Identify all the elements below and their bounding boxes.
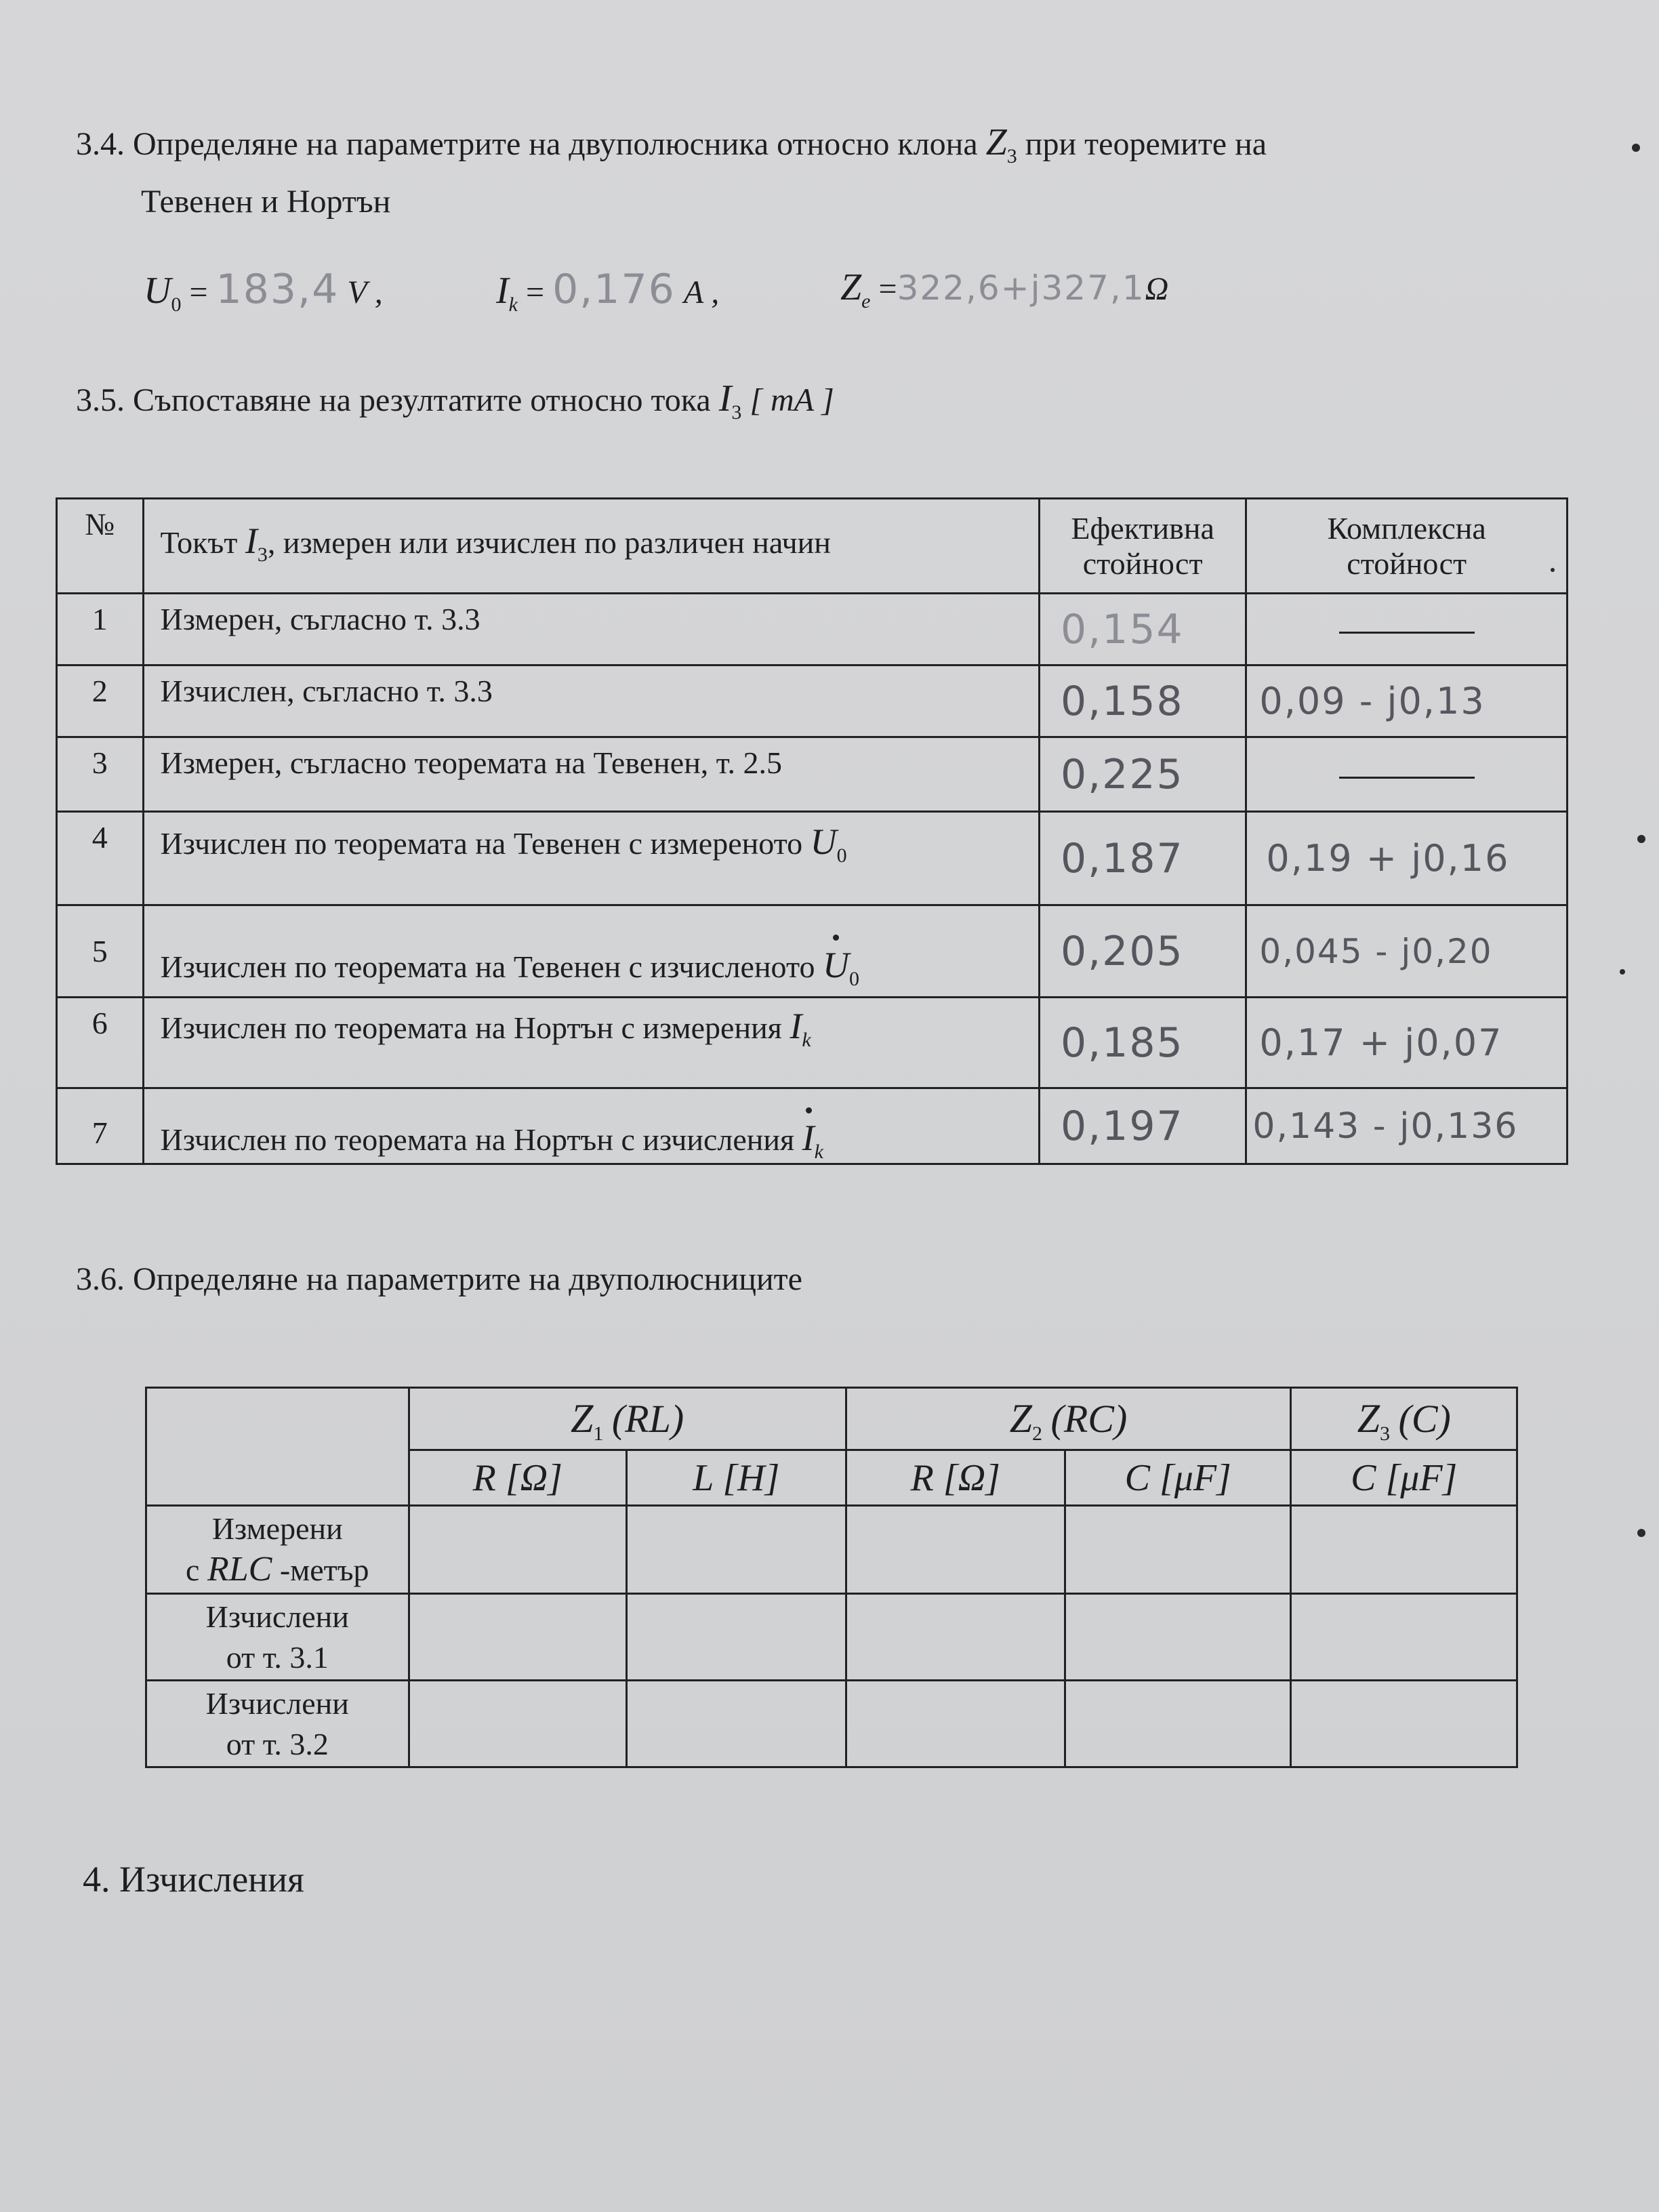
- z3-symbol: $Z_3$: [985, 121, 1017, 167]
- table-row: 5 Изчислен по теоремата на Тевенен с изчисленото $U_0$ 0,205 0,045 - j0,20: [57, 905, 1568, 998]
- effective-value: 0,205: [1060, 927, 1184, 975]
- table-row: 7 Изчислен по теоремата на Нортън с изчисления $I_k$ 0,197 0,143 - j0,136: [57, 1088, 1568, 1164]
- section-3-4-title-line2: Тевенен и Нортън: [141, 184, 391, 220]
- effective-value: 0,187: [1060, 834, 1184, 882]
- complex-value: 0,17 + j0,07: [1259, 1021, 1503, 1064]
- effective-value: 0,185: [1060, 1019, 1184, 1067]
- section-3-4-title: 3.4. Определяне на параметрите на двуполюсника относно клона $Z_3$ при теоремите на: [76, 121, 1267, 167]
- ze-value: 322,6+j327,1: [897, 268, 1145, 308]
- ze-field: $Z_e =322,6+j327,1\Omega$: [840, 266, 1169, 312]
- table-row: [146, 1506, 1517, 1594]
- row-label: Изчислени от т. 3.1: [146, 1594, 409, 1681]
- paper-speck: [1632, 144, 1640, 152]
- complex-value: 0,09 - j0,13: [1259, 680, 1486, 722]
- complex-value: 0,045 - j0,20: [1259, 931, 1493, 971]
- group-z3: $Z_3$ (C): [1291, 1388, 1517, 1450]
- effective-value: 0,158: [1060, 677, 1184, 725]
- paper-speck: [1551, 568, 1555, 572]
- paper-speck: [1637, 835, 1645, 843]
- table-row: 4 Изчислен по теоремата на Тевенен с измереното $U_0$ 0,187 0,19 + j0,16: [57, 812, 1568, 905]
- subheader-z2-c: C [μF]: [1065, 1450, 1290, 1506]
- u0-field: $U_0 = 183,4$ V ,: [144, 266, 383, 316]
- complex-value-empty: [1246, 594, 1568, 665]
- ik-value: 0,176: [552, 266, 676, 313]
- subheader-z1-r: R [Ω]: [409, 1450, 626, 1506]
- two-port-parameters-table: [145, 1387, 1518, 1768]
- group-z1: $Z_1$ (RL): [409, 1388, 846, 1450]
- complex-value: 0,143 - j0,136: [1252, 1105, 1519, 1147]
- section-3-5-title: 3.5. Съпоставяне на резултатите относно тока $I_3$ [ mA ]: [76, 377, 834, 424]
- header-effective: Ефективна стойност: [1039, 499, 1246, 594]
- complex-value-empty: [1246, 737, 1568, 812]
- subheader-z3-c: C [μF]: [1291, 1450, 1517, 1506]
- row-label: Изчислени от т. 3.2: [146, 1681, 409, 1767]
- table-row: 2 Изчислен, съгласно т. 3.3 0,158 0,09 - j0,13: [57, 665, 1568, 737]
- corner-cell: [146, 1388, 409, 1506]
- header-desc: Токът $I_3$, измерен или изчислен по различен начин: [143, 499, 1039, 594]
- effective-value: 0,154: [1060, 605, 1184, 653]
- paper-speck: [1637, 1529, 1645, 1537]
- ik-field: $I_k = 0,176$ A ,: [496, 266, 720, 316]
- u0-value: 183,4: [216, 266, 340, 313]
- table-row: 1 Измерен, съгласно т. 3.3 0,154: [57, 594, 1568, 665]
- subheader-z1-l: L [H]: [627, 1450, 846, 1506]
- complex-value: 0,19 + j0,16: [1266, 837, 1510, 880]
- section-4-title: 4. Изчисления: [83, 1859, 304, 1900]
- header-num: №: [57, 499, 144, 594]
- paper-speck: [1620, 969, 1625, 975]
- current-comparison-table: [56, 497, 1568, 1165]
- group-header-row: [146, 1388, 1517, 1450]
- header-complex: Комплексна стойност: [1246, 499, 1568, 594]
- table-row: 6 Изчислен по теоремата на Нортън с измерения $I_k$ 0,185 0,17 + j0,07: [57, 998, 1568, 1088]
- group-z2: $Z_2$ (RC): [846, 1388, 1291, 1450]
- effective-value: 0,197: [1060, 1102, 1184, 1150]
- table-row: [146, 1681, 1517, 1767]
- table-row: [146, 1594, 1517, 1681]
- section-3-6-title: 3.6. Определяне на параметрите на двуполюсниците: [76, 1261, 802, 1297]
- row-label: Измерени с RLC -метър: [146, 1506, 409, 1594]
- table-header-row: [57, 499, 1568, 594]
- effective-value: 0,225: [1060, 750, 1184, 798]
- subheader-z2-r: R [Ω]: [846, 1450, 1065, 1506]
- table-row: 3 Измерен, съгласно теоремата на Тевенен, т. 2.5 0,225: [57, 737, 1568, 812]
